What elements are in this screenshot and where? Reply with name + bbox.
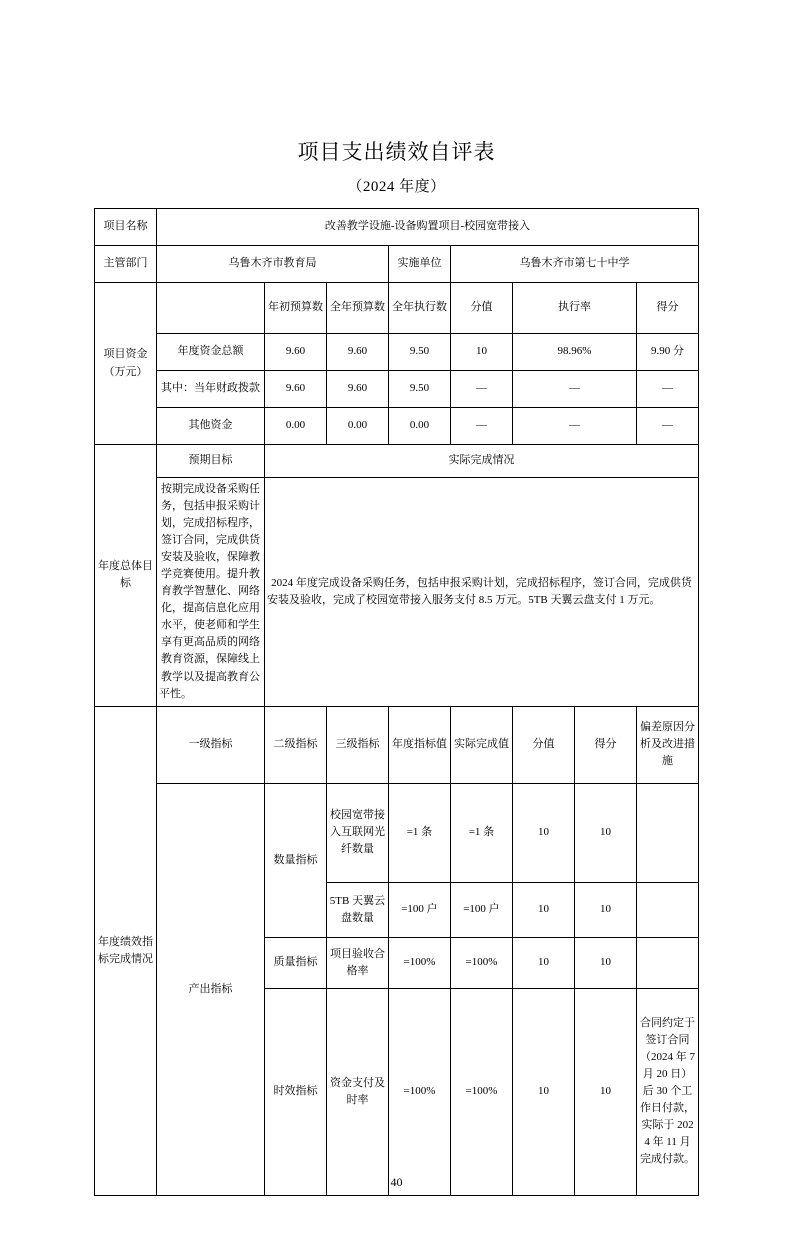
funds-year-exec: 9.50 — [388, 371, 450, 408]
funds-year-budget: 0.00 — [326, 408, 388, 445]
funds-label-text: 项目资金 — [103, 348, 148, 361]
indicator-category-label: 产出指标 — [156, 783, 264, 1195]
indicator-level3: 校园宽带接入互联网光纤数量 — [326, 783, 388, 882]
funds-begin-budget: 9.60 — [264, 334, 326, 371]
funds-col-year-budget: 全年预算数 — [326, 283, 388, 334]
goals-expected-header: 预期目标 — [156, 445, 264, 478]
indicator-actual: =100% — [450, 937, 512, 988]
indicator-target: =100 户 — [388, 882, 450, 937]
funds-score-value: — — [450, 408, 512, 445]
indicator-score-value: 10 — [512, 988, 574, 1195]
funds-begin-budget: 0.00 — [264, 408, 326, 445]
goals-actual-header: 实际完成情况 — [264, 445, 698, 478]
indicator-header-level2: 二级指标 — [264, 706, 326, 783]
page-title: 项目支出绩效自评表 — [297, 140, 496, 164]
indicator-level2: 质量指标 — [264, 937, 326, 988]
indicator-score: 10 — [574, 783, 636, 882]
funds-col-score-value: 分值 — [450, 283, 512, 334]
funds-exec-rate: — — [512, 408, 636, 445]
table-row-goals-header — [94, 445, 698, 478]
table-row-goals-content — [94, 478, 698, 707]
indicator-score: 10 — [574, 882, 636, 937]
indicator-score-value: 10 — [512, 882, 574, 937]
indicator-level2: 时效指标 — [264, 988, 326, 1195]
indicator-level3: 5TB 天翼云盘数量 — [326, 882, 388, 937]
funds-year-exec: 0.00 — [388, 408, 450, 445]
dept-label: 主管部门 — [94, 246, 156, 283]
indicator-level2: 数量指标 — [264, 783, 326, 937]
indicator-score-value: 10 — [512, 937, 574, 988]
unit-label: 实施单位 — [388, 246, 450, 283]
table-row-indicator-header — [94, 706, 698, 783]
indicator-actual: =1 条 — [450, 783, 512, 882]
table-row-indicator-1 — [94, 783, 698, 882]
indicator-analysis — [636, 783, 698, 882]
indicator-header-score: 得分 — [574, 706, 636, 783]
dept-value: 乌鲁木齐市教育局 — [156, 246, 388, 283]
funds-col-exec-rate: 执行率 — [512, 283, 636, 334]
indicator-actual: =100 户 — [450, 882, 512, 937]
funds-begin-budget: 9.60 — [264, 371, 326, 408]
table-row-funds-header — [94, 283, 698, 334]
indicator-score: 10 — [574, 988, 636, 1195]
table-row-funds-total — [94, 334, 698, 371]
indicator-header-level1: 一级指标 — [156, 706, 264, 783]
funds-col-score: 得分 — [636, 283, 698, 334]
page-subtitle: （2024 年度） — [347, 179, 446, 195]
project-name-label: 项目名称 — [94, 209, 156, 246]
funds-blank-cell — [156, 283, 264, 334]
indicator-header-analysis: 偏差原因分析及改进措施 — [636, 706, 698, 783]
indicator-analysis: 合同约定于签订合同（2024 年 7 月 20 日）后 30 个工作日付款，实际于 2024 年 11 月完成付款。 — [636, 988, 698, 1195]
funds-row-name: 其他资金 — [156, 408, 264, 445]
table-row-department — [94, 246, 698, 283]
indicator-level3: 项目验收合格率 — [326, 937, 388, 988]
document-page — [0, 136, 793, 1258]
indicator-score-value: 10 — [512, 783, 574, 882]
funds-year-budget: 9.60 — [326, 371, 388, 408]
funds-col-begin-budget: 年初预算数 — [264, 283, 326, 334]
funds-row-name: 年度资金总额 — [156, 334, 264, 371]
indicator-header-score-value: 分值 — [512, 706, 574, 783]
table-row-funds-fiscal — [94, 371, 698, 408]
indicator-target: =1 条 — [388, 783, 450, 882]
funds-score: — — [636, 371, 698, 408]
indicator-score: 10 — [574, 937, 636, 988]
title-block — [0, 136, 793, 196]
table-row-funds-other — [94, 408, 698, 445]
funds-col-year-exec: 全年执行数 — [388, 283, 450, 334]
funds-unit-text: （万元） — [103, 365, 148, 378]
project-name-value: 改善教学设施-设备购置项目-校园宽带接入 — [156, 209, 698, 246]
indicator-header-actual: 实际完成值 — [450, 706, 512, 783]
funds-score: 9.90 分 — [636, 334, 698, 371]
table-row-project-name — [94, 209, 698, 246]
unit-value: 乌鲁木齐市第七十中学 — [450, 246, 698, 283]
indicator-row-label-text: 年度绩效指标完成情况 — [97, 935, 153, 965]
indicator-header-target: 年度指标值 — [388, 706, 450, 783]
indicator-analysis — [636, 937, 698, 988]
indicator-header-level3: 三级指标 — [326, 706, 388, 783]
funds-score-value: 10 — [450, 334, 512, 371]
funds-exec-rate: — — [512, 371, 636, 408]
performance-table — [94, 208, 699, 1196]
funds-year-budget: 9.60 — [326, 334, 388, 371]
funds-year-exec: 9.50 — [388, 334, 450, 371]
indicator-target: =100% — [388, 937, 450, 988]
indicator-analysis — [636, 882, 698, 937]
funds-row-name: 其中：当年财政拨款 — [156, 371, 264, 408]
indicator-actual: =100% — [450, 988, 512, 1195]
indicator-level3: 资金支付及时率 — [326, 988, 388, 1195]
goals-row-label: 年度总体目标 — [94, 445, 156, 707]
funds-label — [94, 283, 156, 445]
indicator-target: =100% — [388, 988, 450, 1195]
funds-score-value: — — [450, 371, 512, 408]
goals-actual-text: 2024 年度完成设备采购任务，包括申报采购计划，完成招标程序，签订合同，完成供货安装及验收，完成了校园宽带接入服务支付 8.5 万元。5TB 天翼云盘支付 1 万元。 — [264, 478, 698, 707]
goals-expected-text: 按期完成设备采购任务，包括申报采购计划，完成招标程序，签订合同，完成供货安装及验收，保障教学竞赛使用。提升教育教学智慧化、网络化，提高信息化应用水平，使老师和学生享有更高品质的网络教育资源，保障线上教学以及提高教育公平性。 — [156, 478, 264, 707]
funds-exec-rate: 98.96% — [512, 334, 636, 371]
funds-score: — — [636, 408, 698, 445]
page-number: 40 — [390, 1175, 403, 1189]
